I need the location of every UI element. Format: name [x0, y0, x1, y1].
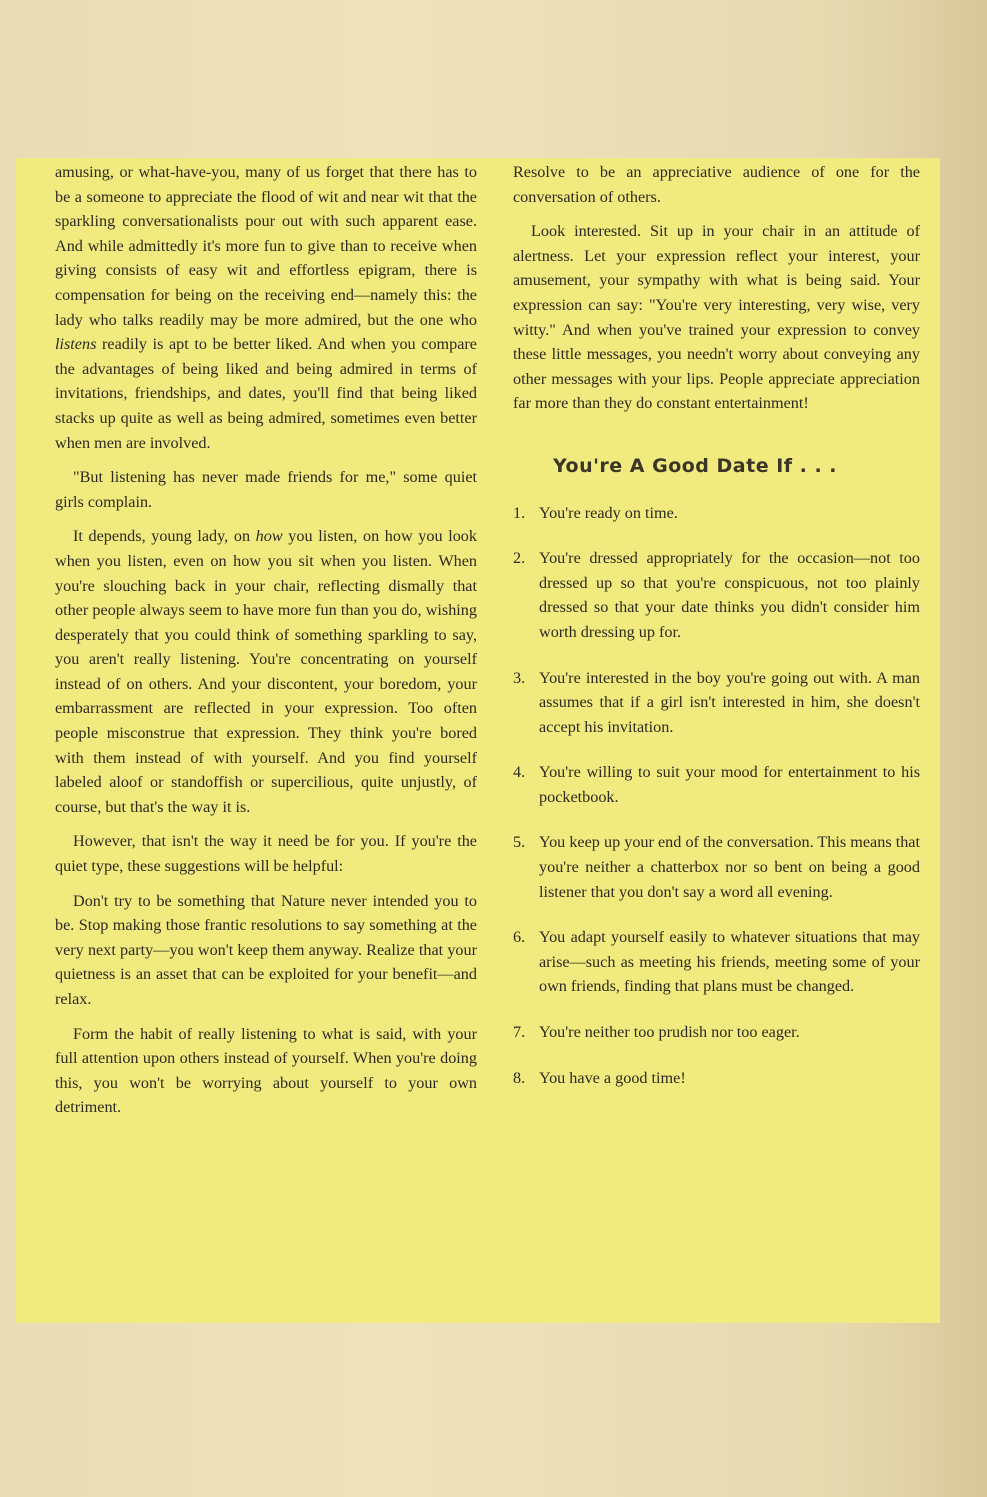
intro-paragraph-1: Resolve to be an appreciative audience of one for the conversation of others.	[513, 163, 920, 206]
intro-paragraph-2: Look interested. Sit up in your chair in an attitude of alertness. Let your expression reflect your interest, your amusement, your sympathy with what is being said. Your expression can say: "You're very interesting, very wise, very witty." And when you've trained your expression to convey these little messages, you needn't worry about conveying any other messages with your lips. People appreciate appreciation far more than they do constant entertainment!	[513, 222, 920, 413]
good-date-list	[513, 501, 920, 1091]
paragraph-1: amusing, or what-have-you, many of us forget that there has to be a someone to appreciate the flood of wit and near wit that the sparkling conversationalists pour out with such apparent ease. And while admittedly it's more fun to give than to receive when giving consists of easy wit and effortless epigram, there is compensation for being on the receiving end—namely this: the lady who talks readily may be more admired, but the one who listens readily is apt to be better liked. And when you compare the advantages of being liked and being admired in terms of invitations, friendships, and dates, you'll find that being liked stacks up quite as well as being admired, sometimes even better when men are involved.	[55, 163, 477, 452]
paragraph-3: It depends, young lady, on how you listen, on how you look when you listen, even on how you sit when you listen. When you're slouching back in your chair, reflecting dismally that other people always seem to have more fun than you do, wishing desperately that you could think of something sparkling to say, you aren't really listening. You're concentrating on yourself instead of on others. And your discontent, your boredom, your embarrassment are reflected in your expression. Too often people misconstrue that expression. They think you're bored with them instead of with yourself. And you find yourself labeled aloof or standoffish or supercilious, quite unjustly, of course, but that's the way it is.	[55, 527, 477, 816]
paragraph-6: Form the habit of really listening to what is said, with your full attention upon others instead of yourself. When you're doing this, you won't be worrying about yourself to your own detriment.	[55, 1024, 477, 1117]
section-heading: You're A Good Date If . . .	[553, 454, 838, 477]
paragraph-4: However, that isn't the way it need be for you. If you're the quiet type, these suggestions will be helpful:	[55, 832, 477, 876]
paragraph-2: "But listening has never made friends for me," some quiet girls complain.	[55, 468, 477, 511]
list-item: 4. You're willing to suit your mood for entertainment to his pocketbook.	[513, 763, 920, 806]
list-item: 5. You keep up your end of the conversation. This means that you're neither a chatterbox nor so bent on being a good listener that you don't say a word all evening.	[513, 833, 920, 901]
list-item: 1. You're ready on time.	[513, 503, 678, 522]
list-item: 6. You adapt yourself easily to whatever situations that may arise—such as meeting his friends, meeting some of your own friends, finding that plans must be changed.	[513, 928, 920, 996]
list-item: 2. You're dressed appropriately for the occasion—not too dressed up so that you're conspicuous, not too plainly dressed so that your date thinks you didn't consider him worth dressing up for.	[513, 549, 920, 641]
list-item: 8. You have a good time!	[513, 1068, 686, 1087]
left-column	[55, 160, 477, 1130]
right-column	[513, 160, 920, 1111]
list-item: 7. You're neither too prudish nor too eager.	[513, 1023, 800, 1042]
list-item: 3. You're interested in the boy you're going out with. A man assumes that if a girl isn't interested in him, she doesn't accept his invitation.	[513, 668, 920, 736]
paragraph-5: Don't try to be something that Nature never intended you to be. Stop making those frantic resolutions to say something at the very next party—you won't keep them anyway. Realize that your quietness is an asset that can be exploited for your benefit—and relax.	[55, 891, 477, 1008]
